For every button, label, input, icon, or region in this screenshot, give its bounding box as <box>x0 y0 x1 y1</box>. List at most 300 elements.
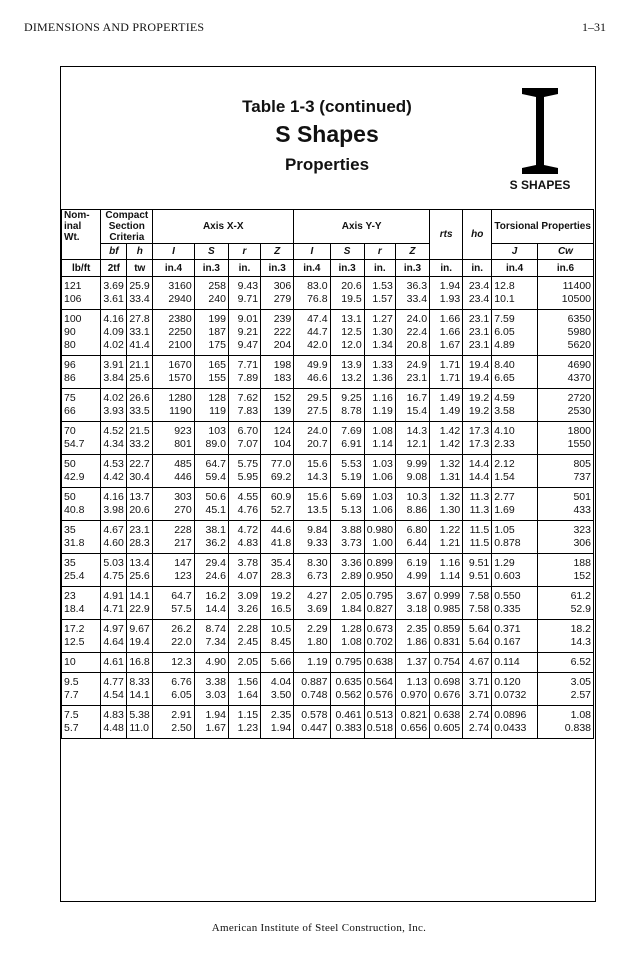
unit-cell: in.6 <box>537 260 593 277</box>
value-cell: 4.16 <box>101 488 127 505</box>
value-cell: 2.74 <box>463 722 492 739</box>
table-row <box>62 488 594 505</box>
value-cell: 13.1 <box>330 310 364 327</box>
value-cell: 5.53 <box>330 455 364 472</box>
value-cell: 279 <box>261 293 294 310</box>
value-cell: 27.5 <box>294 405 330 422</box>
nominal-weight-cell: 23 <box>62 587 101 604</box>
value-cell: 8.45 <box>261 636 294 653</box>
value-cell: 7.59 <box>492 310 538 327</box>
value-cell: 4.67 <box>101 521 127 538</box>
value-cell: 306 <box>537 537 593 554</box>
nominal-weight-cell: 7.7 <box>62 689 101 706</box>
nominal-weight-cell: 96 <box>62 356 101 373</box>
value-cell: 1.21 <box>430 537 463 554</box>
value-cell: 1.71 <box>430 372 463 389</box>
value-cell: 103 <box>194 422 228 439</box>
value-cell: 2.89 <box>330 570 364 587</box>
nominal-weight-cell: 9.5 <box>62 673 101 690</box>
value-cell: 183 <box>261 372 294 389</box>
value-cell: 16.7 <box>395 389 429 406</box>
value-cell: 3.78 <box>228 554 260 571</box>
value-cell: 2.57 <box>537 689 593 706</box>
page-number: 1–31 <box>582 20 606 34</box>
value-cell: 1.49 <box>430 405 463 422</box>
value-cell: 1.29 <box>492 554 538 571</box>
value-cell: 0.564 <box>364 673 395 690</box>
value-cell: 1.05 <box>492 521 538 538</box>
table-row <box>62 653 594 673</box>
row-group <box>62 310 594 356</box>
value-cell: 2.35 <box>261 706 294 723</box>
value-cell: 1800 <box>537 422 593 439</box>
value-cell: 14.1 <box>127 689 153 706</box>
value-cell: 9.51 <box>463 554 492 571</box>
value-cell: 9.47 <box>228 339 260 356</box>
value-cell: 1.30 <box>364 326 395 339</box>
value-cell: 1.32 <box>430 455 463 472</box>
value-cell: 9.25 <box>330 389 364 406</box>
value-cell: 805 <box>537 455 593 472</box>
value-cell: 50.6 <box>194 488 228 505</box>
value-cell: 6.80 <box>395 521 429 538</box>
value-cell: 4.60 <box>101 537 127 554</box>
symbol-h: h <box>127 244 153 260</box>
value-cell: 21.5 <box>127 422 153 439</box>
value-cell: 9.67 <box>127 620 153 637</box>
row-group <box>62 587 594 620</box>
value-cell: 52.9 <box>537 603 593 620</box>
value-cell: 0.838 <box>537 722 593 739</box>
value-cell: 0.821 <box>395 706 429 723</box>
value-cell: 24.9 <box>395 356 429 373</box>
value-cell: 4.61 <box>101 653 127 673</box>
symbol-zx: Z <box>261 244 294 260</box>
row-group <box>62 554 594 587</box>
row-group <box>62 422 594 455</box>
value-cell: 5.75 <box>228 455 260 472</box>
value-cell: 0.461 <box>330 706 364 723</box>
value-cell: 4.07 <box>228 570 260 587</box>
value-cell: 16.5 <box>261 603 294 620</box>
value-cell: 2530 <box>537 405 593 422</box>
value-cell: 1670 <box>153 356 194 373</box>
value-cell: 3.67 <box>395 587 429 604</box>
value-cell: 1.42 <box>430 422 463 439</box>
value-cell: 9.01 <box>228 310 260 327</box>
value-cell: 29.4 <box>194 554 228 571</box>
value-cell: 801 <box>153 438 194 455</box>
table-row <box>62 339 594 356</box>
value-cell: 4.54 <box>101 689 127 706</box>
value-cell: 4.83 <box>101 706 127 723</box>
value-cell: 4.02 <box>101 339 127 356</box>
nominal-weight-cell: 80 <box>62 339 101 356</box>
value-cell: 1.94 <box>261 722 294 739</box>
value-cell: 12.8 <box>492 277 538 294</box>
value-cell: 22.0 <box>153 636 194 653</box>
value-cell: 1.56 <box>228 673 260 690</box>
value-cell: 4.76 <box>228 504 260 521</box>
value-cell: 9.71 <box>228 293 260 310</box>
value-cell: 5980 <box>537 326 593 339</box>
value-cell: 19.2 <box>261 587 294 604</box>
value-cell: 1.36 <box>364 372 395 389</box>
value-cell: 12.3 <box>153 653 194 673</box>
value-cell: 1.86 <box>395 636 429 653</box>
value-cell: 0.899 <box>364 554 395 571</box>
value-cell: 1.34 <box>364 339 395 356</box>
value-cell: 4.53 <box>101 455 127 472</box>
value-cell: 0.576 <box>364 689 395 706</box>
value-cell: 33.4 <box>395 293 429 310</box>
value-cell: 737 <box>537 471 593 488</box>
value-cell: 33.1 <box>127 326 153 339</box>
row-group <box>62 277 594 310</box>
value-cell: 11.3 <box>463 504 492 521</box>
value-cell: 5.13 <box>330 504 364 521</box>
value-cell: 1.23 <box>228 722 260 739</box>
value-cell: 45.1 <box>194 504 228 521</box>
unit-cell: in. <box>228 260 260 277</box>
nominal-weight-cell: 66 <box>62 405 101 422</box>
value-cell: 60.9 <box>261 488 294 505</box>
table-row <box>62 372 594 389</box>
value-cell: 1.80 <box>294 636 330 653</box>
value-cell: 123 <box>153 570 194 587</box>
unit-cell: in.3 <box>330 260 364 277</box>
value-cell: 19.2 <box>463 405 492 422</box>
value-cell: 2100 <box>153 339 194 356</box>
nominal-weight-cell: 90 <box>62 326 101 339</box>
value-cell: 46.6 <box>294 372 330 389</box>
value-cell: 2.77 <box>492 488 538 505</box>
value-cell: 52.7 <box>261 504 294 521</box>
nominal-weight-cell: 75 <box>62 389 101 406</box>
value-cell: 11.5 <box>463 537 492 554</box>
table-row <box>62 277 594 294</box>
value-cell: 446 <box>153 471 194 488</box>
value-cell: 204 <box>261 339 294 356</box>
value-cell: 3.05 <box>537 673 593 690</box>
value-cell: 1.71 <box>430 356 463 373</box>
row-group <box>62 653 594 673</box>
table-row <box>62 293 594 310</box>
table-row <box>62 673 594 690</box>
value-cell: 2720 <box>537 389 593 406</box>
value-cell: 19.4 <box>463 356 492 373</box>
value-cell: 4.42 <box>101 471 127 488</box>
value-cell: 24.6 <box>194 570 228 587</box>
value-cell: 1.00 <box>364 537 395 554</box>
value-cell: 19.2 <box>463 389 492 406</box>
value-cell: 11.0 <box>127 722 153 739</box>
value-cell: 33.2 <box>127 438 153 455</box>
value-cell: 44.7 <box>294 326 330 339</box>
properties-table <box>61 209 594 739</box>
value-cell: 19.4 <box>463 372 492 389</box>
value-cell: 4.59 <box>492 389 538 406</box>
symbol-ry: r <box>364 244 395 260</box>
value-cell: 3.09 <box>228 587 260 604</box>
value-cell: 2.05 <box>228 653 260 673</box>
value-cell: 6350 <box>537 310 593 327</box>
value-cell: 14.3 <box>537 636 593 653</box>
value-cell: 0.0896 <box>492 706 538 723</box>
value-cell: 44.6 <box>261 521 294 538</box>
value-cell: 0.635 <box>330 673 364 690</box>
value-cell: 0.603 <box>492 570 538 587</box>
value-cell: 12.5 <box>330 326 364 339</box>
value-cell: 4.64 <box>101 636 127 653</box>
value-cell: 3160 <box>153 277 194 294</box>
value-cell: 5.64 <box>463 636 492 653</box>
value-cell: 17.3 <box>463 438 492 455</box>
value-cell: 3.69 <box>101 277 127 294</box>
value-cell: 198 <box>261 356 294 373</box>
value-cell: 25.9 <box>127 277 153 294</box>
value-cell: 7.71 <box>228 356 260 373</box>
value-cell: 11400 <box>537 277 593 294</box>
unit-cell: in. <box>463 260 492 277</box>
value-cell: 0.578 <box>294 706 330 723</box>
compact-criteria-header: Compact Section Criteria <box>101 210 153 244</box>
value-cell: 0.950 <box>364 570 395 587</box>
value-cell: 24.0 <box>294 422 330 439</box>
table-row <box>62 422 594 439</box>
unit-cell: in.4 <box>153 260 194 277</box>
value-cell: 89.0 <box>194 438 228 455</box>
value-cell: 199 <box>194 310 228 327</box>
running-header-title: DIMENSIONS AND PROPERTIES <box>24 20 205 34</box>
nominal-weight-cell: 86 <box>62 372 101 389</box>
value-cell: 485 <box>153 455 194 472</box>
value-cell: 3.38 <box>194 673 228 690</box>
value-cell: 5.95 <box>228 471 260 488</box>
value-cell: 3.69 <box>294 603 330 620</box>
value-cell: 6.05 <box>153 689 194 706</box>
nominal-weight-cell: 31.8 <box>62 537 101 554</box>
value-cell: 4.04 <box>261 673 294 690</box>
value-cell: 2.29 <box>294 620 330 637</box>
nominal-weight-cell: 25.4 <box>62 570 101 587</box>
value-cell: 1.31 <box>430 471 463 488</box>
value-cell: 4.09 <box>101 326 127 339</box>
value-cell: 0.985 <box>430 603 463 620</box>
value-cell: 0.513 <box>364 706 395 723</box>
value-cell: 23.4 <box>463 277 492 294</box>
unit-cell: tw <box>127 260 153 277</box>
value-cell: 303 <box>153 488 194 505</box>
value-cell: 9.99 <box>395 455 429 472</box>
symbol-sx: S <box>194 244 228 260</box>
value-cell: 433 <box>537 504 593 521</box>
value-cell: 147 <box>153 554 194 571</box>
value-cell: 1.42 <box>430 438 463 455</box>
value-cell: 9.43 <box>228 277 260 294</box>
table-row <box>62 636 594 653</box>
value-cell: 35.4 <box>261 554 294 571</box>
ho-header: ho <box>463 210 492 260</box>
value-cell: 1.03 <box>364 455 395 472</box>
value-cell: 9.84 <box>294 521 330 538</box>
value-cell: 12.0 <box>330 339 364 356</box>
value-cell: 4.72 <box>228 521 260 538</box>
value-cell: 7.62 <box>228 389 260 406</box>
value-cell: 0.827 <box>364 603 395 620</box>
value-cell: 19.4 <box>127 636 153 653</box>
value-cell: 2.50 <box>153 722 194 739</box>
shape-family-label: S SHAPES <box>509 178 571 192</box>
value-cell: 119 <box>194 405 228 422</box>
value-cell: 1.06 <box>364 471 395 488</box>
value-cell: 23.4 <box>463 293 492 310</box>
nominal-weight-cell: 7.5 <box>62 706 101 723</box>
value-cell: 8.74 <box>194 620 228 637</box>
value-cell: 14.4 <box>463 471 492 488</box>
value-cell: 4.75 <box>101 570 127 587</box>
value-cell: 258 <box>194 277 228 294</box>
value-cell: 5.19 <box>330 471 364 488</box>
s-shape-icon <box>520 86 560 176</box>
value-cell: 18.2 <box>537 620 593 637</box>
value-cell: 3.71 <box>463 673 492 690</box>
value-cell: 6.65 <box>492 372 538 389</box>
value-cell: 13.9 <box>330 356 364 373</box>
value-cell: 1.94 <box>430 277 463 294</box>
nominal-weight-cell: 35 <box>62 521 101 538</box>
value-cell: 6.76 <box>153 673 194 690</box>
value-cell: 1.16 <box>430 554 463 571</box>
value-cell: 239 <box>261 310 294 327</box>
value-cell: 4.89 <box>492 339 538 356</box>
symbol-zy: Z <box>395 244 429 260</box>
value-cell: 4.91 <box>101 587 127 604</box>
value-cell: 42.0 <box>294 339 330 356</box>
value-cell: 1570 <box>153 372 194 389</box>
value-cell: 20.6 <box>330 277 364 294</box>
value-cell: 7.58 <box>463 603 492 620</box>
value-cell: 3.58 <box>492 405 538 422</box>
value-cell: 57.5 <box>153 603 194 620</box>
value-cell: 0.383 <box>330 722 364 739</box>
table-row <box>62 587 594 604</box>
value-cell: 7.83 <box>228 405 260 422</box>
value-cell: 83.0 <box>294 277 330 294</box>
value-cell: 12.1 <box>395 438 429 455</box>
value-cell: 323 <box>537 521 593 538</box>
value-cell: 0.0433 <box>492 722 538 739</box>
value-cell: 9.33 <box>294 537 330 554</box>
value-cell: 23.1 <box>127 521 153 538</box>
value-cell: 20.8 <box>395 339 429 356</box>
value-cell: 5620 <box>537 339 593 356</box>
value-cell: 1.64 <box>228 689 260 706</box>
table-row <box>62 706 594 723</box>
table-row <box>62 326 594 339</box>
value-cell: 270 <box>153 504 194 521</box>
value-cell: 1280 <box>153 389 194 406</box>
value-cell: 33.4 <box>127 293 153 310</box>
value-cell: 1.66 <box>430 326 463 339</box>
value-cell: 36.3 <box>395 277 429 294</box>
value-cell: 28.3 <box>261 570 294 587</box>
table-row <box>62 521 594 538</box>
value-cell: 4.97 <box>101 620 127 637</box>
value-cell: 6.70 <box>228 422 260 439</box>
value-cell: 1.08 <box>537 706 593 723</box>
value-cell: 8.40 <box>492 356 538 373</box>
unit-cell: in.3 <box>395 260 429 277</box>
row-group <box>62 521 594 554</box>
symbol-rx: r <box>228 244 260 260</box>
value-cell: 23.1 <box>463 310 492 327</box>
value-cell: 69.2 <box>261 471 294 488</box>
value-cell: 0.638 <box>430 706 463 723</box>
value-cell: 3.71 <box>463 689 492 706</box>
value-cell: 4.10 <box>492 422 538 439</box>
value-cell: 7.34 <box>194 636 228 653</box>
publisher-footer: American Institute of Steel Construction, Inc. <box>211 922 427 934</box>
value-cell: 240 <box>194 293 228 310</box>
nominal-weight-cell: 35 <box>62 554 101 571</box>
symbol-sy: S <box>330 244 364 260</box>
value-cell: 1.27 <box>364 310 395 327</box>
table-row <box>62 455 594 472</box>
value-cell: 0.120 <box>492 673 538 690</box>
value-cell: 0.562 <box>330 689 364 706</box>
value-cell: 1.93 <box>430 293 463 310</box>
value-cell: 0.859 <box>430 620 463 637</box>
nominal-weight-cell: 121 <box>62 277 101 294</box>
value-cell: 0.980 <box>364 521 395 538</box>
symbol-cw: Cw <box>537 244 593 260</box>
value-cell: 2.74 <box>463 706 492 723</box>
table-row <box>62 504 594 521</box>
value-cell: 16.2 <box>194 587 228 604</box>
value-cell: 2.91 <box>153 706 194 723</box>
value-cell: 1.13 <box>395 673 429 690</box>
value-cell: 4.48 <box>101 722 127 739</box>
nominal-weight-cell: 106 <box>62 293 101 310</box>
value-cell: 27.8 <box>127 310 153 327</box>
value-cell: 7.07 <box>228 438 260 455</box>
value-cell: 0.698 <box>430 673 463 690</box>
value-cell: 5.03 <box>101 554 127 571</box>
value-cell: 1.22 <box>430 521 463 538</box>
value-cell: 11.5 <box>463 521 492 538</box>
value-cell: 155 <box>194 372 228 389</box>
axis-y-header: Axis Y-Y <box>294 210 430 244</box>
value-cell: 104 <box>261 438 294 455</box>
value-cell: 3.26 <box>228 603 260 620</box>
unit-cell: in.4 <box>294 260 330 277</box>
value-cell: 165 <box>194 356 228 373</box>
value-cell: 0.335 <box>492 603 538 620</box>
value-cell: 0.970 <box>395 689 429 706</box>
value-cell: 2250 <box>153 326 194 339</box>
value-cell: 22.9 <box>127 603 153 620</box>
value-cell: 1.28 <box>330 620 364 637</box>
value-cell: 4.16 <box>101 310 127 327</box>
value-cell: 14.4 <box>194 603 228 620</box>
value-cell: 1550 <box>537 438 593 455</box>
value-cell: 1.15 <box>228 706 260 723</box>
value-cell: 4.83 <box>228 537 260 554</box>
unit-cell: lb/ft <box>62 260 101 277</box>
value-cell: 3.18 <box>395 603 429 620</box>
unit-cell: 2tf <box>101 260 127 277</box>
